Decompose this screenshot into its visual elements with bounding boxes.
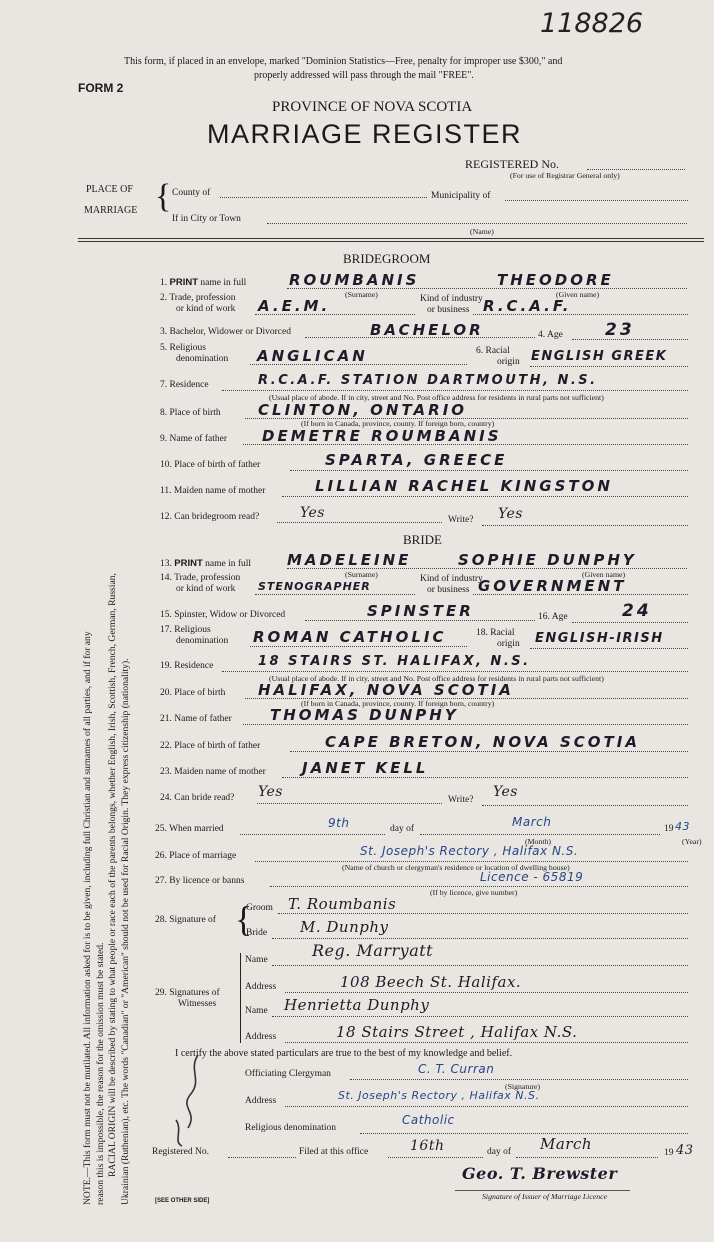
filed-label: Filed at this office <box>299 1147 369 1157</box>
f20-label: 20. Place of birth <box>160 688 226 698</box>
bride-status: SPINSTER <box>367 602 474 620</box>
municipality-label: Municipality of <box>431 191 491 201</box>
registered-number-label: REGISTERED No. <box>465 157 559 171</box>
bride-father: THOMAS DUNPHY <box>270 706 459 724</box>
envelope-note-line1: This form, if placed in an envelope, marked "Dominion Statistics—Free, penalty for improper use $300," and <box>124 56 563 67</box>
issuer-signature: Geo. T. Brewster <box>462 1164 618 1183</box>
filed-month: March <box>540 1135 593 1153</box>
bride-industry-label-2: or business <box>427 585 470 595</box>
groom-sig-label: Groom <box>246 903 273 913</box>
envelope-note-line2: properly addressed will pass through the mail "FREE". <box>254 70 474 81</box>
f23-label: 23. Maiden name of mother <box>160 767 266 777</box>
groom-surname: ROUMBANIS <box>289 271 420 289</box>
issuer-label: Signature of Issuer of Marriage Licence <box>482 1192 608 1201</box>
place-label-1: PLACE OF <box>86 184 133 195</box>
province-title: PROVINCE OF NOVA SCOTIA <box>272 99 473 115</box>
w1-address-label: Address <box>245 982 277 992</box>
f29-label-2: Witnesses <box>178 999 217 1009</box>
f3-label: 3. Bachelor, Widower or Divorced <box>160 327 291 337</box>
groom-racial-origin: ENGLISH GREEK <box>531 349 668 364</box>
f10-label: 10. Place of birth of father <box>160 460 261 470</box>
groom-industry-label-1: Kind of industry <box>420 294 483 304</box>
bride-sig-label: Bride <box>246 928 268 938</box>
groom-industry-label-2: or business <box>427 305 470 315</box>
f4-label: 4. Age <box>538 330 563 340</box>
witness2-name: Henrietta Dunphy <box>284 996 430 1014</box>
f13-label: 13. PRINT name in full <box>160 558 252 569</box>
year-note: (Year) <box>682 837 702 846</box>
bride-mother: JANET KELL <box>302 759 429 777</box>
f14-label-2: or kind of work <box>176 584 236 594</box>
f7-label: 7. Residence <box>160 380 209 390</box>
marriage-place-note: (Name of church or clergyman's residence or location of dwelling house) <box>342 863 570 872</box>
side-note-line3: RACIAL ORIGIN will be described by stating to what people or race each of the parents belongs, whether English, Irish, Scottish, French, German, Russian, <box>107 573 118 1177</box>
groom-age: 23 <box>605 320 635 340</box>
clergyman-address-label: Address <box>245 1096 277 1106</box>
groom-given-name: THEODORE <box>497 271 614 289</box>
f2-label-1: 2. Trade, profession <box>160 293 236 303</box>
clergyman-label: Officiating Clergyman <box>245 1069 331 1079</box>
registrar-note: (For use of Registrar General only) <box>510 171 620 180</box>
filed-day: 16th <box>410 1138 445 1154</box>
groom-can-write: Yes <box>498 506 523 522</box>
name-note: (Name) <box>470 227 494 236</box>
bride-industry-label-1: Kind of industry <box>420 574 483 584</box>
bride-can-write: Yes <box>493 784 518 800</box>
bride-age: 24 <box>622 601 652 621</box>
certify-statement: I certify the above stated particulars are true to the best of my knowledge and belief. <box>175 1048 513 1059</box>
f6-label-1: 6. Racial <box>476 346 510 356</box>
bride-residence-note: (Usual place of abode. If in city, street and No. Post office address for residents in rural parts not sufficient) <box>269 674 604 683</box>
f5-label-2: denomination <box>176 354 229 364</box>
bride-heading: BRIDE <box>403 532 442 547</box>
see-other-side: [SEE OTHER SIDE] <box>155 1198 210 1204</box>
bride-write-label: Write? <box>448 795 474 805</box>
f2-label-2: or kind of work <box>176 304 236 314</box>
witness-bracket <box>240 953 242 1043</box>
signature-brace: { <box>235 899 253 939</box>
bride-birthplace: HALIFAX, NOVA SCOTIA <box>258 681 514 699</box>
f17-label-1: 17. Religious <box>160 625 211 635</box>
place-brace: { <box>155 178 172 215</box>
side-note-line4: Ukrainian (Ruthenian), etc. The words "Canadian" or "American" should not be used for Racial Origin. They express citizenship (nationality). <box>119 658 131 1205</box>
licence-number: Licence - 65819 <box>480 870 584 884</box>
side-note-line1: NOTE.—This form must not be mutilated. All information asked for is to be given, including full Christian and surnames of all parties, and if for any <box>82 631 93 1205</box>
registered-no-label: Registered No. <box>152 1147 209 1157</box>
bride-surname: MADELEINE <box>287 551 412 569</box>
f5-label-1: 5. Religious <box>160 343 206 353</box>
groom-religion: ANGLICAN <box>257 347 368 365</box>
groom-write-label: Write? <box>448 515 474 525</box>
document-number: 118826 <box>540 8 644 39</box>
witness1-name: Reg. Marryatt <box>312 941 434 960</box>
witness2-address: 18 Stairs Street , Halifax N.S. <box>336 1023 578 1041</box>
bride-trade: STENOGRAPHER <box>258 580 371 593</box>
bride-father-birthplace: CAPE BRETON, NOVA SCOTIA <box>325 733 640 751</box>
f19-label: 19. Residence <box>160 661 214 671</box>
f8-label: 8. Place of birth <box>160 408 221 418</box>
marriage-place: St. Joseph's Rectory , Halifax N.S. <box>360 844 579 858</box>
filed-year-prefix: 19 <box>664 1148 674 1158</box>
bridegroom-heading: BRIDEGROOM <box>343 251 431 266</box>
groom-birthplace-note: (If born in Canada, province, county. If foreign born, country) <box>301 419 495 428</box>
licence-note: (If by licence, give number) <box>430 888 518 897</box>
bride-signature: M. Dunphy <box>300 918 389 936</box>
page-title: MARRIAGE REGISTER <box>207 119 523 149</box>
clergyman-religion: Catholic <box>402 1113 455 1127</box>
groom-birthplace: CLINTON, ONTARIO <box>258 401 468 419</box>
w1-name-label: Name <box>245 955 268 965</box>
groom-industry: R.C.A.F. <box>483 297 572 315</box>
groom-status: BACHELOR <box>370 321 484 339</box>
marriage-year: 43 <box>675 820 690 833</box>
marriage-day-of-label: day of <box>390 824 415 834</box>
bride-surname-note: (Surname) <box>345 570 378 579</box>
city-label: If in City or Town <box>172 214 241 224</box>
bride-can-read: Yes <box>258 784 283 800</box>
clergyman-signature: C. T. Curran <box>418 1062 495 1076</box>
margin-initials <box>168 1050 218 1150</box>
f1-label: 1. PRINT name in full <box>160 277 247 288</box>
filed-day-of-label: day of <box>487 1147 512 1157</box>
religious-denomination-label: Religious denomination <box>245 1123 337 1133</box>
marriage-day: 9th <box>328 816 350 830</box>
county-label: County of <box>172 188 211 198</box>
signature-note: (Signature) <box>505 1082 541 1091</box>
f27-label: 27. By licence or banns <box>155 876 245 886</box>
month-note: (Month) <box>525 837 551 846</box>
bride-racial-origin: ENGLISH-IRISH <box>535 631 664 646</box>
w2-address-label: Address <box>245 1032 277 1042</box>
bride-given-name: SOPHIE DUNPHY <box>458 551 637 569</box>
f24-label: 24. Can bride read? <box>160 793 235 803</box>
groom-signature: T. Roumbanis <box>288 895 397 913</box>
clergyman-address: St. Joseph's Rectory , Halifax N.S. <box>338 1089 540 1102</box>
f16-label: 16. Age <box>538 612 568 622</box>
f21-label: 21. Name of father <box>160 714 232 724</box>
side-note-line2: reason this is impossible, the reason for the omission must be stated. <box>94 942 106 1205</box>
bride-residence: 18 STAIRS ST. HALIFAX, N.S. <box>258 654 531 669</box>
groom-residence: R.C.A.F. STATION DARTMOUTH, N.S. <box>258 373 598 388</box>
groom-trade: A.E.M. <box>258 297 331 315</box>
side-note <box>82 325 132 1205</box>
marriage-year-prefix: 19 <box>664 824 674 834</box>
place-label-2: MARRIAGE <box>84 205 138 216</box>
groom-residence-note: (Usual place of abode. If in city, street and No. Post office address for residents in rural parts not sufficient) <box>269 393 604 402</box>
groom-surname-note: (Surname) <box>345 290 378 299</box>
f25-label: 25. When married <box>155 824 224 834</box>
f14-label-1: 14. Trade, profession <box>160 573 241 583</box>
groom-given-note: (Given name) <box>556 290 600 299</box>
f26-label: 26. Place of marriage <box>155 851 237 861</box>
groom-can-read: Yes <box>300 505 325 521</box>
filed-year: 43 <box>676 1143 694 1158</box>
f22-label: 22. Place of birth of father <box>160 741 261 751</box>
f18-label-2: origin <box>497 639 520 649</box>
f15-label: 15. Spinster, Widow or Divorced <box>160 610 286 620</box>
f29-label-1: 29. Signatures of <box>155 988 220 998</box>
w2-name-label: Name <box>245 1006 268 1016</box>
f6-label-2: origin <box>497 357 520 367</box>
groom-father: DEMETRE ROUMBANIS <box>262 427 502 445</box>
f17-label-2: denomination <box>176 636 229 646</box>
f11-label: 11. Maiden name of mother <box>160 486 266 496</box>
marriage-month: March <box>512 815 552 829</box>
bride-industry: GOVERNMENT <box>478 577 627 595</box>
f12-label: 12. Can bridegroom read? <box>160 512 260 522</box>
groom-mother: LILLIAN RACHEL KINGSTON <box>315 477 613 495</box>
groom-father-birthplace: SPARTA, GREECE <box>325 451 508 469</box>
f28-label: 28. Signature of <box>155 915 216 925</box>
form-number: FORM 2 <box>78 81 124 95</box>
f9-label: 9. Name of father <box>160 434 227 444</box>
witness1-address: 108 Beech St. Halifax. <box>340 973 522 991</box>
bride-religion: ROMAN CATHOLIC <box>253 628 447 646</box>
f18-label-1: 18. Racial <box>476 628 515 638</box>
bride-given-note: (Given name) <box>582 570 626 579</box>
bride-birthplace-note: (If born in Canada, province, county. If foreign born, country) <box>301 699 495 708</box>
